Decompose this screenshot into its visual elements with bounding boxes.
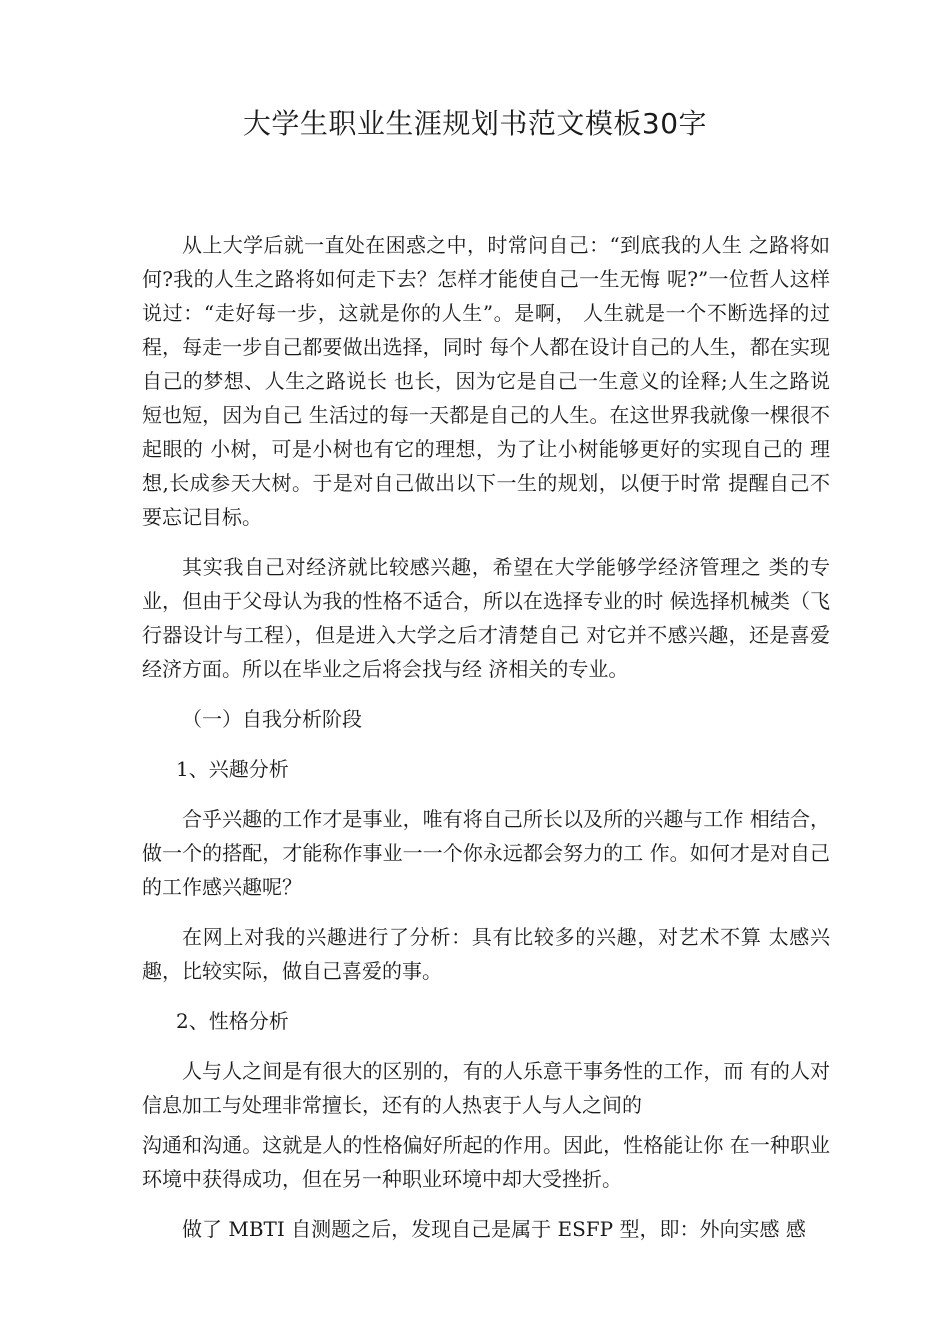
paragraph-personality-continued: 沟通和沟通。这就是人的性格偏好所起的作用。因此，性格能让你 在一种职业环境中获得成功，但在另一种职业环境中却大受挫折。 <box>142 1133 830 1191</box>
subheading-personality-analysis: 2、性格分析 <box>176 1009 289 1033</box>
paragraph-interest-test: 在网上对我的兴趣进行了分析：具有比较多的兴趣，对艺术不算 太感兴趣，比较实际，做自己喜爱的事。 <box>142 925 830 983</box>
paragraph-major-choice: 其实我自己对经济就比较感兴趣，希望在大学能够学经济管理之 类的专业，但由于父母认为我的性格不适合，所以在选择专业的时 候选择机械类（飞行器设计与工程），但是进入大学之后才清楚自己 对它并不感兴趣，还是喜爱经济方面。所以在毕业之后将会找与经 济相关的专业。 <box>142 555 830 681</box>
section-heading-self-analysis: （一）自我分析阶段 <box>182 707 362 731</box>
paragraph-mbti: 做了 MBTI 自测题之后，发现自己是属于 ESFP 型，即：外向实感 感 <box>182 1217 806 1241</box>
paragraph-personality: 人与人之间是有很大的区别的，有的人乐意干事务性的工作，而 有的人对信息加工与处理非常擅长，还有的人热衷于人与人之间的 <box>142 1059 830 1117</box>
paragraph-intro: 从上大学后就一直处在困惑之中，时常问自己：“到底我的人生 之路将如何?我的人生之路将如何走下去？怎样才能使自己一生无悔 呢?”一位哲人这样说过：“走好每一步，这就是你的人生”。是啊， 人生就是一个不断选择的过程，每走一步自己都要做出选择，同时 每个人都在设计自己的人生，都在实现自己的梦想、人生之路说长 也长，因为它是自己一生意义的诠释;人生之路说短也短，因为自己 生活过的每一天都是自己的人生。在这世界我就像一棵很不起眼的 小树，可是小树也有它的理想，为了让小树能够更好的实现自己的 理想,长成参天大树。于是对自己做出以下一生的规划，以便于时常 提醒自己不要忘记目标。 <box>142 233 830 529</box>
document-title: 大学生职业生涯规划书范文模板30字 <box>242 107 708 140</box>
document-body <box>142 228 830 1262</box>
paragraph-interest: 合乎兴趣的工作才是事业，唯有将自己所长以及所的兴趣与工作 相结合，做一个的搭配，才能称作事业一一个你永远都会努力的工 作。如何才是对自己的工作感兴趣呢？ <box>142 807 830 899</box>
subheading-interest-analysis: 1、兴趣分析 <box>176 757 289 781</box>
